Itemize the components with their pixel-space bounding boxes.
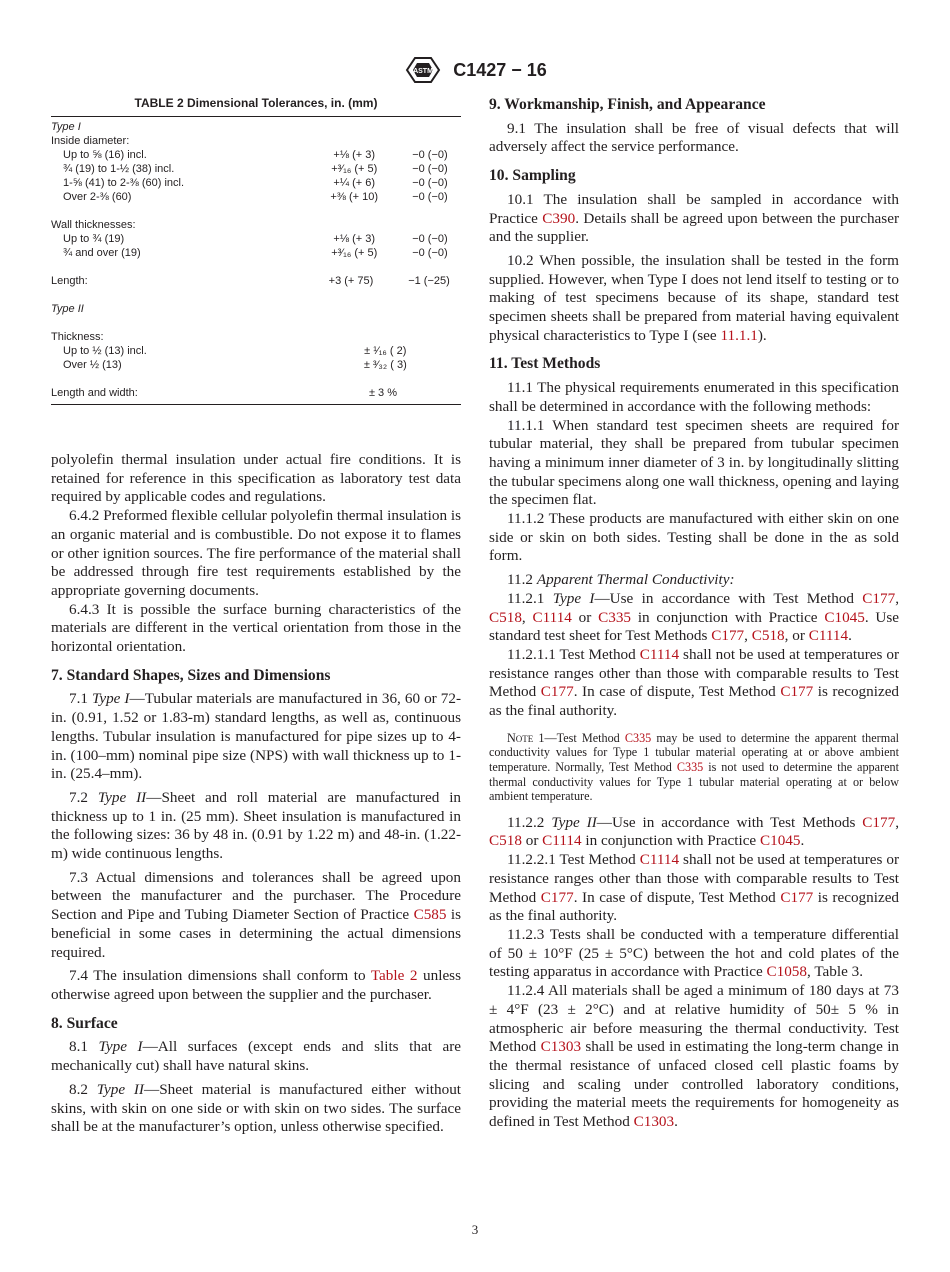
link-11-1-1[interactable]: 11.1.1: [720, 326, 758, 344]
paragraph-6-4-3: 6.4.3 It is possible the surface burning characteristics of the materials are different in the vertical orientation from those in the horizontal orientation.: [51, 600, 461, 656]
table-row: Over 2-⅜ (60) +⅜ (+ 10) −0 (−0): [63, 191, 448, 203]
inside-diameter-label: Inside diameter:: [51, 135, 130, 147]
paragraph-7-1: 7.1 Type I—Tubular materials are manufactured in 36, 60 or 72-in. (0.91, 1.52 or 1.83-m) standard lengths, as well as, continuous lengths. Tubular insulation is manufactured for pipe sizes up to 4-in. (100–mm) nominal pipe size (NPS) with wall thickness up to 1-in. (25.4–mm).: [51, 690, 462, 783]
link-c1114[interactable]: C1114: [542, 832, 582, 850]
link-c518[interactable]: C518: [751, 627, 785, 645]
link-c518[interactable]: C518: [489, 832, 522, 850]
note-1: Note 1—Test Method C335 may be used to determine the apparent thermal conductivity values for Type 1 tubular material operating at or above ambient temperature. Normally, Test Method C335 is not used to determine the apparent thermal conductivity values for Type 1 tubular material operating at or below ambient temperature.: [489, 730, 900, 804]
section-11-heading: 11. Test Methods: [489, 355, 601, 373]
astm-logo-icon: [403, 56, 443, 84]
paragraph-11-2-2-1: 11.2.2.1 Test Method C1114 shall not be used at temperatures or resistance ranges other than those with comparable results to Test Method C177. In case of dispute, Test Method C177 is recognized as the final authority.: [489, 851, 900, 925]
table-row: Over ½ (13) ± ³⁄₃₂ ( 3): [63, 359, 407, 371]
link-c1303[interactable]: C1303: [633, 1113, 675, 1131]
link-c585[interactable]: C585: [413, 906, 447, 924]
paragraph-7-3: 7.3 Actual dimensions and tolerances shall be agreed upon between the manufacturer and the purchaser. The Procedure Section and Pipe and Tubing Diameter Section of Practice C585 is beneficial in some cases in determining the actual dimensions required.: [51, 868, 462, 961]
tolerance-table: [51, 116, 461, 405]
paragraph-7-4: 7.4 The insulation dimensions shall conform to Table 2 unless otherwise agreed upon between the supplier and the purchaser.: [51, 967, 461, 1003]
link-c518[interactable]: C518: [489, 608, 522, 626]
link-c177[interactable]: C177: [862, 589, 896, 607]
link-c1114[interactable]: C1114: [639, 645, 680, 663]
svg-text:ASTM: ASTM: [413, 68, 434, 75]
page-number: 3: [471, 1222, 479, 1237]
wall-thickness-label: Wall thicknesses:: [51, 219, 136, 231]
paragraph-6-4-2: 6.4.2 Preformed flexible cellular polyolefin thermal insulation is an organic material and is combustible. Do not expose it to flames or other ignition sources. The fire performance of the material shall be addressed through fire test requirements established by the appropriate governing documents.: [51, 507, 461, 599]
type2-label: Type II: [51, 303, 84, 315]
table-row: Up to ⅝ (16) incl. +⅛ (+ 3) −0 (−0): [63, 149, 448, 161]
section-8-heading: 8. Surface: [51, 1014, 118, 1032]
link-c177[interactable]: C177: [540, 683, 574, 701]
page-header: [0, 56, 950, 84]
paragraph-7-2: 7.2 Type II—Sheet and roll material are manufactured in thickness up to 1 in. (25 mm). Sheet insulation is manufactured in the following sizes: 36 by 48 in. (0.91 by 1.22 m) and 48-in. (1.22-m) wide continuous lengths.: [51, 788, 462, 863]
link-c1303[interactable]: C1303: [540, 1038, 582, 1056]
link-c177[interactable]: C177: [862, 813, 896, 831]
link-c390[interactable]: C390: [542, 209, 576, 227]
paragraph-11-2-1: 11.2.1 Type I—Use in accordance with Test Method C177, C518, C1114 or C335 in conjunction with Practice C1045. Use standard test sheet for Test Methods C177, C518, or C1114.: [489, 589, 900, 645]
paragraph-11-2-4: 11.2.4 All materials shall be aged a minimum of 180 days at 73 ± 4°F (23 ± 2°C) and at relative humidity of 50± 5 % in atmospheric air before measuring the thermal conductivity. Test Method C1303 shall be used in estimating the long-term change in the thermal resistance of unfaced closed cell plastic foams by slicing and scaling under controlled laboratory conditions, providing the material meets the requirements for homogeneity as defined in Test Method C1303.: [489, 982, 900, 1131]
link-c335[interactable]: C335: [598, 608, 632, 626]
link-c177[interactable]: C177: [780, 888, 814, 906]
paragraph-11-1: 11.1 The physical requirements enumerated in this specification shall be determined in accordance with the following methods:: [489, 379, 899, 415]
link-c177[interactable]: C177: [540, 888, 574, 906]
paragraph-11-1-1: 11.1.1 When standard test specimen sheets are required for tubular material, they shall be prepared from tubular specimen having a minimum inner diameter of 3 in. by longitudinally slitting the tubular specimens along one wall thickness, opening and laying the specimen flat.: [489, 416, 899, 509]
table-row: Length and width: ± 3 %: [51, 387, 398, 399]
paragraph-8-2: 8.2 Type II—Sheet material is manufactured either without skins, with skin on one side or with skin on two sides. The surface shall be at the manufacturer’s option, unless otherwise specified.: [51, 1080, 462, 1136]
link-table-2[interactable]: Table 2: [370, 967, 418, 985]
link-c177[interactable]: C177: [711, 627, 745, 645]
table-row: 1-⅝ (41) to 2-⅜ (60) incl. +¼ (+ 6) −0 (−0): [63, 177, 448, 189]
paragraph-10-1: 10.1 The insulation shall be sampled in accordance with Practice C390. Details shall be agreed upon between the purchaser and the supplier.: [489, 190, 900, 246]
section-7-heading: 7. Standard Shapes, Sizes and Dimensions: [51, 666, 331, 684]
paragraph-11-2: 11.2 Apparent Thermal Conductivity:: [507, 571, 735, 589]
link-c1114[interactable]: C1114: [639, 851, 680, 869]
document-code: C1427 − 16: [453, 59, 547, 80]
paragraph-11-1-2: 11.1.2 These products are manufactured with either skin on one side or skin on both sides. Testing shall be done in the as sold form.: [489, 510, 899, 565]
table-row: ¾ (19) to 1-½ (38) incl. +³⁄₁₆ (+ 5) −0 (−0): [63, 163, 448, 175]
thickness-label: Thickness:: [51, 331, 104, 343]
paragraph-6-4-1-cont: polyolefin thermal insulation under actual fire conditions. It is retained for reference in this specification as laboratory test data required by applicable codes and regulations.: [51, 451, 461, 506]
link-c1114[interactable]: C1114: [532, 608, 572, 626]
type1-label: Type I: [51, 121, 81, 133]
table-row: ¾ and over (19) +³⁄₁₆ (+ 5) −0 (−0): [63, 247, 448, 259]
right-column: [489, 96, 899, 1132]
paragraph-11-2-2: 11.2.2 Type II—Use in accordance with Test Methods C177, C518 or C1114 in conjunction with Practice C1045.: [489, 813, 900, 850]
table-row: Length: +3 (+ 75) −1 (−25): [51, 275, 450, 287]
section-10-heading: 10. Sampling: [489, 167, 576, 185]
link-c1045[interactable]: C1045: [824, 608, 865, 626]
left-column: [51, 96, 461, 1137]
table-title: TABLE 2 Dimensional Tolerances, in. (mm): [134, 96, 378, 110]
table-row: Up to ¾ (19) +⅛ (+ 3) −0 (−0): [63, 233, 448, 245]
link-c335[interactable]: C335: [676, 759, 704, 774]
link-c177[interactable]: C177: [780, 683, 814, 701]
link-c1045[interactable]: C1045: [759, 832, 801, 850]
paragraph-11-2-1-1: 11.2.1.1 Test Method C1114 shall not be used at temperatures or resistance ranges other than those with comparable results to Test Method C177. In case of dispute, Test Method C177 is recognized as the final authority.: [489, 645, 900, 720]
link-c1058[interactable]: C1058: [766, 963, 807, 981]
paragraph-9-1: 9.1 The insulation shall be free of visual defects that will adversely affect the service performance.: [489, 119, 899, 156]
paragraph-10-2: 10.2 When possible, the insulation shall be tested in the form supplied. However, when Type I does not lend itself to testing or to making of test specimens because of its shape, standard test specimen sheets shall be prepared from material having equivalent physical characteristics to Type I (see 11.1.1).: [489, 251, 899, 344]
section-9-heading: 9. Workmanship, Finish, and Appearance: [489, 96, 766, 113]
paragraph-11-2-3: 11.2.3 Tests shall be conducted with a temperature differential of 50 ± 10°F (25 ± 5°C) between the hot and cold plates of the testing apparatus in accordance with Practice C1058, Table 3.: [489, 925, 899, 981]
link-c335[interactable]: C335: [624, 730, 652, 745]
paragraph-8-1: 8.1 Type I—All surfaces (except ends and slits that are mechanically cut) shall have natural skins.: [51, 1038, 462, 1075]
table-row: Up to ½ (13) incl. ± ¹⁄₁₆ ( 2): [63, 345, 407, 357]
link-c1114[interactable]: C1114: [808, 627, 849, 645]
